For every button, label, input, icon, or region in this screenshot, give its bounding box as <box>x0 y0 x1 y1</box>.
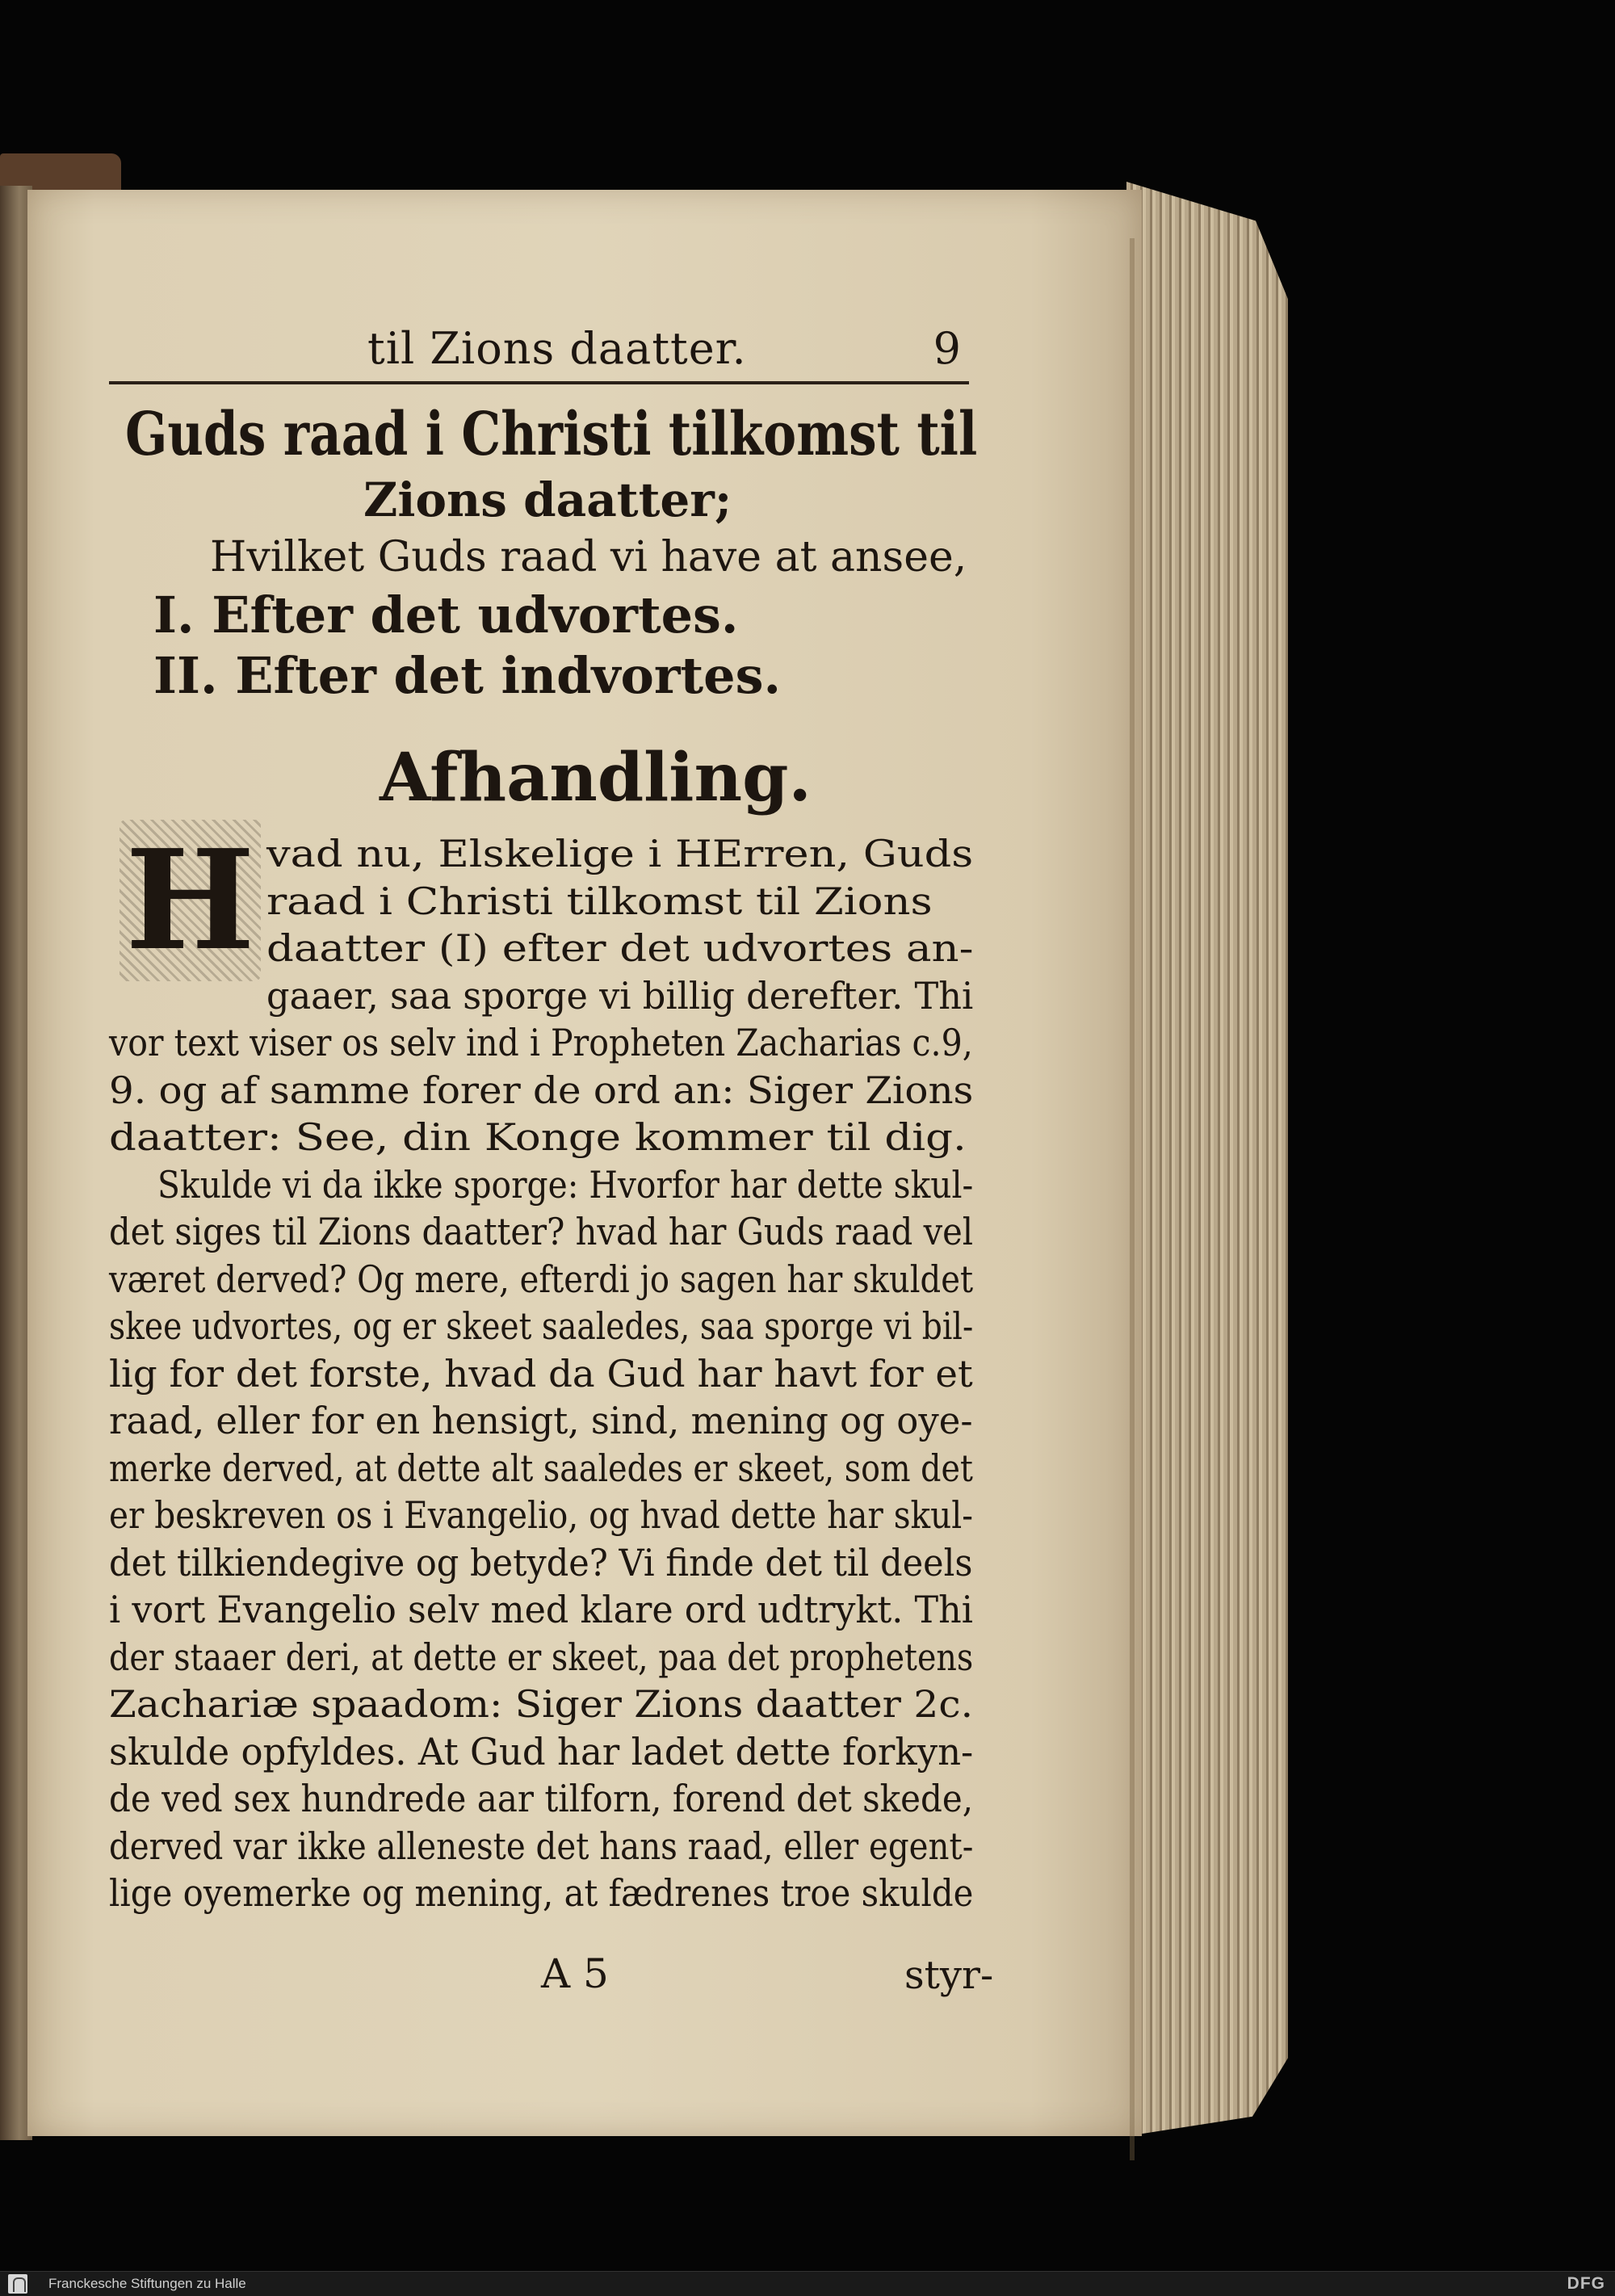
body-line: vad nu, Elskelige i HErren, Guds <box>266 832 974 875</box>
section-title: Afhandling. <box>380 739 812 816</box>
body-line: gaaer, saa sporge vi billig derefter. Thi <box>266 973 974 1018</box>
body-line: merke derved, at dette alt saaledes er skeet, som det <box>109 1446 973 1490</box>
body-line: det tilkiendegive og betyde? Vi finde det til deels <box>109 1540 973 1585</box>
body-line: skee udvortes, og er skeet saaledes, saa sporge vi bil- <box>109 1304 974 1348</box>
page-gutter <box>1130 238 1135 2160</box>
running-head <box>109 319 969 384</box>
body-line: været derved? Og mere, efterdi jo sagen har skuldet <box>109 1257 974 1301</box>
body-line: i vort Evangelio selv med klare ord udtrykt. Thi <box>109 1588 973 1631</box>
head-rule <box>109 381 969 384</box>
division-text: Efter det udvortes. <box>212 586 739 644</box>
division-numeral: I. <box>153 586 195 644</box>
body-line: raad i Christi tilkomst til Zions <box>266 879 933 923</box>
body-line: derved var ikke alleneste det hans raad, eller egent- <box>109 1824 974 1868</box>
body-line: 9. og af samme forer de ord an: Siger Zions <box>109 1068 974 1112</box>
dfg-badge[interactable]: DFG <box>1567 2274 1605 2293</box>
body-line: raad, eller for en hensigt, sind, mening og oye- <box>109 1399 973 1442</box>
heading-line-2: Zions daatter; <box>363 472 732 527</box>
ornamental-initial: H <box>120 820 261 981</box>
division-numeral: II. <box>153 646 218 705</box>
body-line: skulde opfyldes. At Gud har ladet dette forkyn- <box>109 1729 974 1773</box>
division-text: Efter det indvortes. <box>235 646 782 705</box>
body-line: de ved sex hundrede aar tilforn, forend det skede, <box>109 1777 974 1820</box>
page-number: 9 <box>933 323 961 374</box>
body-line: Zachariæ spaadom: Siger Zions daatter 2c. <box>109 1682 974 1726</box>
page-stack-edges <box>1126 182 1288 2136</box>
body-line: daatter (I) efter det udvortes an- <box>266 926 974 970</box>
running-title: til Zions daatter. <box>367 323 747 374</box>
body-line: daatter: See, din Konge kommer til dig. <box>109 1115 967 1159</box>
heading-line-1: Guds raad i Christi tilkomst til <box>125 400 978 469</box>
body-line: der staaer deri, at dette er skeet, paa det prophetens <box>109 1635 974 1679</box>
institution-logo-icon[interactable] <box>8 2274 27 2294</box>
body-line: det siges til Zions daatter? hvad har Guds raad vel <box>109 1210 974 1253</box>
division-item-1 <box>153 586 739 644</box>
body-line: vor text viser os selv ind i Propheten Zacharias c.9, <box>109 1021 973 1064</box>
holding-institution[interactable]: Franckesche Stiftungen zu Halle <box>48 2276 246 2291</box>
division-item-2 <box>153 646 781 705</box>
body-line: lige oyemerke og mening, at fædrenes troe skulde <box>109 1871 974 1915</box>
division-intro: Hvilket Guds raad vi have at ansee, <box>210 533 967 581</box>
footer-bar <box>0 2271 1615 2296</box>
body-line: er beskreven os i Evangelio, og hvad dette har skul- <box>109 1493 973 1537</box>
building-icon <box>13 2277 26 2292</box>
catchword: styr- <box>904 1953 994 1998</box>
signature-mark: A 5 <box>541 1950 609 1997</box>
body-line: lig for det forste, hvad da Gud har havt for et <box>109 1351 973 1396</box>
body-line: Skulde vi da ikke sporge: Hvorfor har dette skul- <box>157 1162 974 1207</box>
